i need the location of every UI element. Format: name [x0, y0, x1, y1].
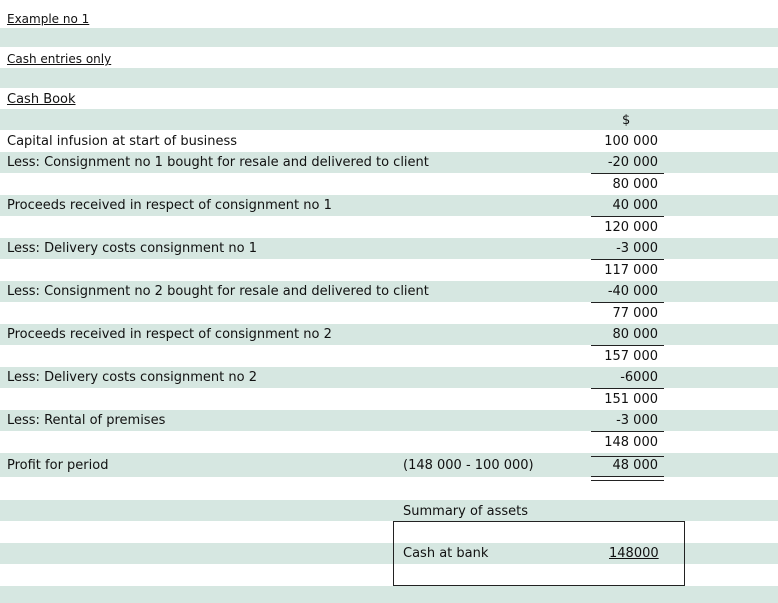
row-label: Capital infusion at start of business — [7, 134, 238, 149]
row-amount: -20 000 — [607, 155, 658, 170]
row-band — [0, 68, 778, 88]
row-amount: 117 000 — [604, 263, 658, 278]
subtotal-rule — [591, 302, 664, 303]
row-amount: 80 000 — [612, 327, 658, 342]
book-title: Cash Book — [7, 92, 76, 107]
currency-symbol: $ — [622, 113, 631, 128]
example-title: Example no 1 — [7, 12, 90, 26]
row-band — [0, 109, 778, 130]
profit-top-rule — [591, 456, 664, 457]
row-label: Proceeds received in respect of consignment no 1 — [7, 198, 332, 213]
row-amount: 148 000 — [604, 435, 658, 450]
row-label: Less: Delivery costs consignment no 1 — [7, 241, 257, 256]
row-label: Less: Delivery costs consignment no 2 — [7, 370, 257, 385]
row-amount: 40 000 — [612, 198, 658, 213]
subtotal-rule — [591, 259, 664, 260]
profit-amount: 48 000 — [612, 458, 658, 473]
row-band — [0, 500, 778, 521]
row-label: Less: Consignment no 2 bought for resale and delivered to client — [7, 284, 429, 299]
row-amount: -3 000 — [616, 241, 658, 256]
row-amount: 77 000 — [612, 306, 658, 321]
profit-double-rule — [591, 476, 664, 481]
row-label: Proceeds received in respect of consignment no 2 — [7, 327, 332, 342]
subtotal-rule — [591, 345, 664, 346]
subtotal-rule — [591, 173, 664, 174]
subtitle: Cash entries only — [7, 52, 112, 66]
row-amount: -40 000 — [607, 284, 658, 299]
subtotal-rule — [591, 216, 664, 217]
summary-title: Summary of assets — [403, 504, 528, 519]
row-amount: 151 000 — [604, 392, 658, 407]
row-amount: 157 000 — [604, 349, 658, 364]
row-label: Less: Consignment no 1 bought for resale and delivered to client — [7, 155, 429, 170]
row-band — [0, 586, 778, 603]
row-label: Less: Rental of premises — [7, 413, 166, 428]
profit-label: Profit for period — [7, 458, 109, 473]
summary-item-value: 148000 — [609, 546, 659, 561]
subtotal-rule — [591, 388, 664, 389]
row-amount: 100 000 — [604, 134, 658, 149]
row-band — [0, 28, 778, 47]
row-amount: -3 000 — [616, 413, 658, 428]
profit-formula: (148 000 - 100 000) — [403, 458, 534, 473]
row-amount: 120 000 — [604, 220, 658, 235]
subtotal-rule — [591, 431, 664, 432]
summary-item-label: Cash at bank — [403, 546, 489, 561]
row-amount: -6000 — [620, 370, 658, 385]
row-amount: 80 000 — [612, 177, 658, 192]
